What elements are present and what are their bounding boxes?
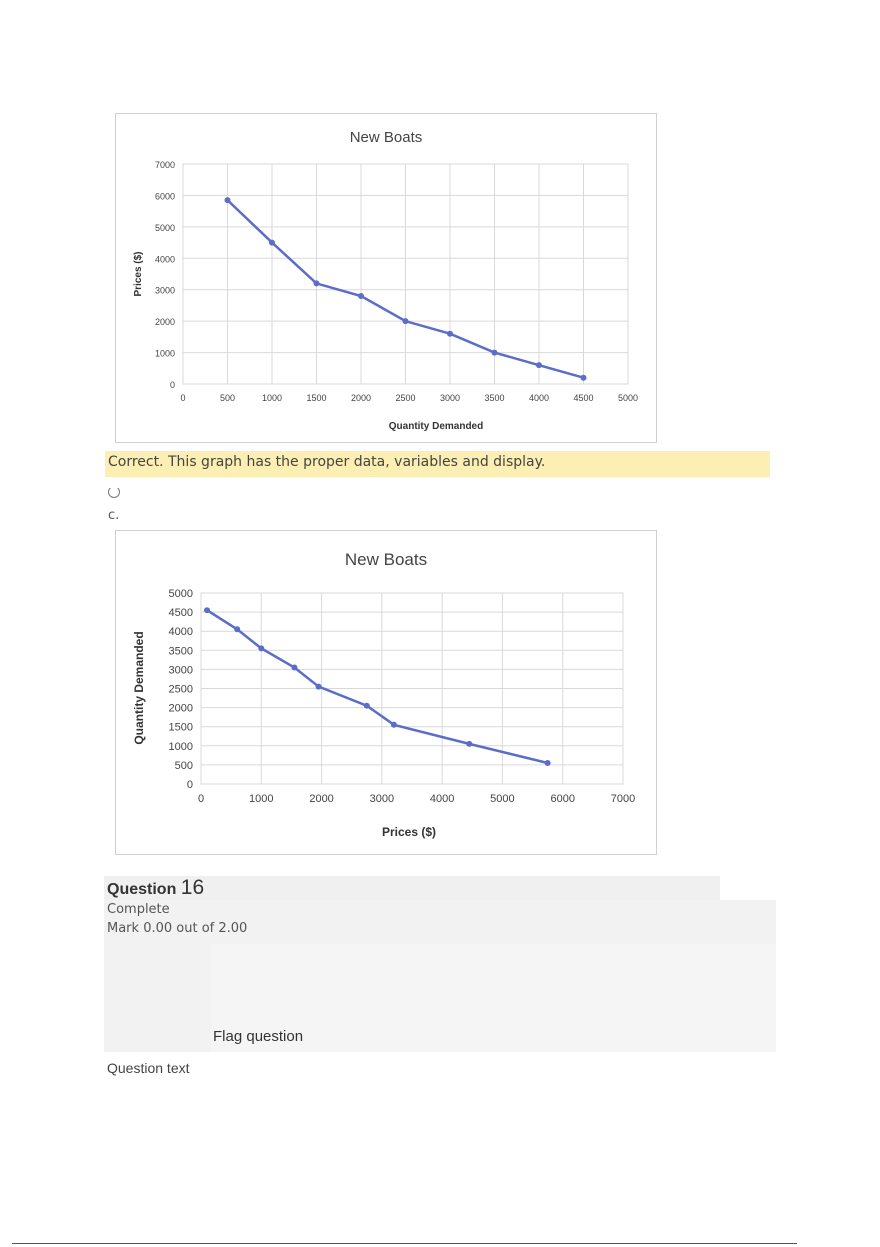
y-tick-label: 500	[174, 759, 193, 772]
series-line	[207, 610, 548, 763]
chart-title: New Boats	[349, 129, 423, 146]
y-tick-label: 4500	[168, 607, 193, 620]
data-point	[314, 280, 320, 286]
y-tick-label: 5000	[154, 222, 175, 233]
x-tick-label: 7000	[610, 793, 636, 805]
option-c-radio[interactable]	[108, 486, 120, 498]
y-tick-label: 2000	[154, 317, 175, 328]
y-tick-label: 7000	[154, 160, 175, 170]
data-point	[403, 318, 409, 324]
data-point	[258, 645, 264, 651]
x-tick-label: 500	[219, 393, 236, 403]
x-tick-label: 4000	[528, 393, 550, 403]
x-tick-label: 1000	[249, 793, 274, 805]
y-axis-label: Quantity Demanded	[132, 631, 146, 745]
y-tick-label: 1500	[168, 721, 193, 734]
x-tick-label: 4000	[429, 793, 455, 805]
y-tick-label: 2000	[168, 702, 193, 715]
chart-price-vs-quantity	[115, 530, 657, 855]
x-tick-label: 0	[180, 393, 186, 403]
question-prefix: Question	[107, 881, 177, 898]
chart-title: New Boats	[344, 550, 428, 569]
y-tick-label: 2500	[168, 683, 193, 696]
y-tick-label: 3500	[168, 645, 193, 658]
chart-1-svg	[116, 114, 656, 442]
x-tick-label: 0	[197, 793, 205, 805]
data-point	[269, 240, 275, 246]
x-tick-label: 2000	[309, 793, 334, 805]
y-tick-label: 0	[169, 380, 175, 390]
data-point	[358, 293, 364, 299]
x-tick-label: 5000	[617, 393, 639, 403]
question-mark: Mark 0.00 out of 2.00	[107, 921, 248, 936]
data-point	[492, 350, 498, 356]
x-tick-label: 1000	[261, 393, 283, 403]
data-point	[234, 626, 240, 632]
x-tick-label: 6000	[550, 793, 575, 805]
x-tick-label: 3000	[439, 393, 461, 403]
y-axis-label: Prices ($)	[133, 251, 144, 297]
y-tick-label: 5000	[168, 588, 193, 600]
data-point	[291, 664, 297, 670]
x-tick-label: 3500	[484, 393, 505, 403]
feedback-correct: Correct. This graph has the proper data, variables and display.	[105, 451, 770, 477]
y-tick-label: 1000	[168, 740, 193, 753]
y-tick-label: 4000	[168, 626, 193, 639]
question-text-label: Question text	[107, 1060, 190, 1076]
data-point	[466, 741, 472, 747]
y-tick-label: 6000	[154, 191, 175, 202]
footer-divider	[12, 1243, 797, 1244]
x-tick-label: 3000	[369, 793, 395, 805]
x-axis-label: Quantity Demanded	[388, 421, 484, 432]
y-tick-label: 3000	[168, 664, 193, 677]
y-tick-label: 3000	[154, 285, 175, 296]
x-tick-label: 2000	[350, 393, 372, 403]
option-c-label: c.	[108, 508, 120, 523]
flag-question-link[interactable]: Flag question	[213, 1028, 304, 1045]
x-axis-label: Prices ($)	[381, 825, 437, 839]
x-tick-label: 5000	[490, 793, 515, 805]
data-point	[391, 722, 397, 728]
data-point	[225, 197, 231, 203]
y-tick-label: 0	[186, 779, 193, 791]
question-title	[107, 876, 204, 900]
data-point	[316, 684, 322, 690]
y-tick-label: 4000	[154, 254, 175, 265]
y-tick-label: 1000	[154, 348, 175, 359]
chart-2-svg	[116, 531, 656, 854]
data-point	[545, 760, 551, 766]
x-tick-label: 4500	[573, 393, 594, 403]
x-tick-label: 2500	[395, 393, 416, 403]
data-point	[581, 375, 587, 381]
data-point	[364, 703, 370, 709]
x-tick-label: 1500	[306, 393, 327, 403]
data-point	[447, 331, 453, 337]
question-status: Complete	[107, 902, 170, 917]
data-point	[204, 607, 210, 613]
chart-quantity-vs-price	[115, 113, 657, 443]
data-point	[536, 362, 542, 368]
question-number: 16	[180, 876, 205, 899]
